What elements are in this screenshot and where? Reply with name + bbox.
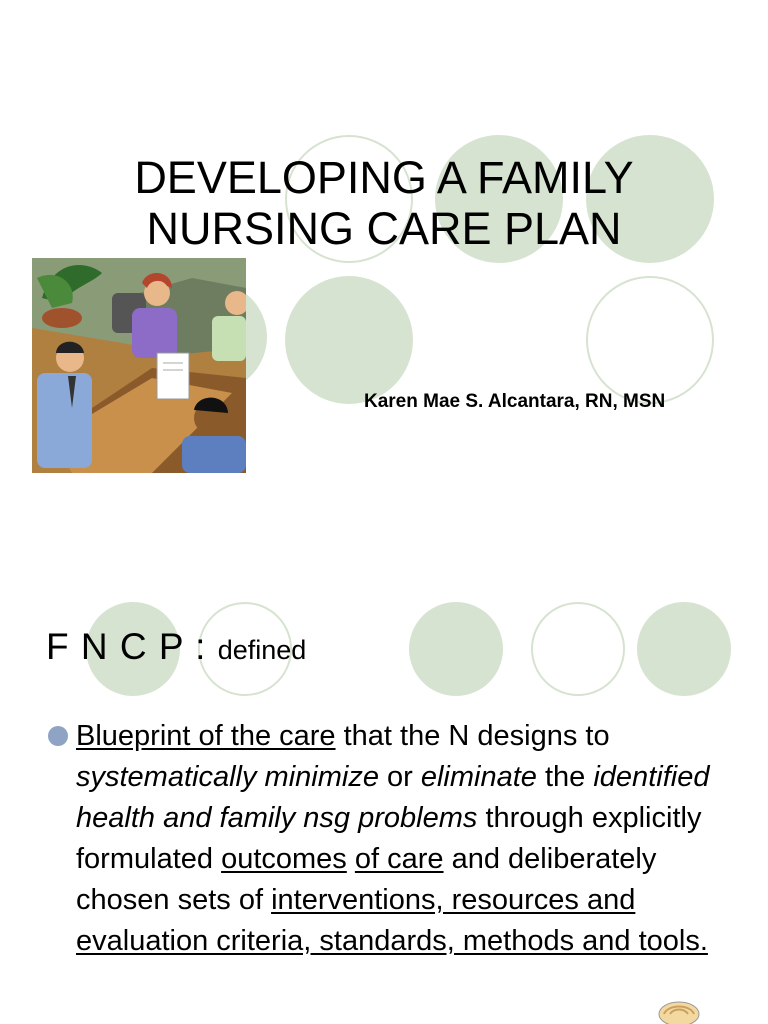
text-italic: identified health and family nsg problems xyxy=(76,761,710,834)
business-meeting-clipart xyxy=(32,258,246,473)
author-name: Karen Mae S. Alcantara, RN, MSN xyxy=(364,391,666,412)
title-line: DEVELOPING A FAMILY xyxy=(134,152,634,203)
text-plain: and deliberately chosen sets of xyxy=(76,843,657,916)
slide-title xyxy=(40,152,728,254)
decor-circle xyxy=(531,602,625,696)
decor-circle xyxy=(285,276,413,404)
decor-circle xyxy=(409,602,503,696)
shell-icon xyxy=(656,994,702,1024)
text-italic: eliminate xyxy=(420,761,537,793)
text-underlined: of care xyxy=(354,843,444,875)
definition-slide xyxy=(0,540,768,1024)
text-plain: through explicitly formulated xyxy=(76,802,702,875)
heading-small: defined xyxy=(217,635,307,665)
slide-heading xyxy=(46,626,306,668)
decor-circle xyxy=(586,276,714,404)
text-underlined: Blueprint of the care xyxy=(76,720,336,752)
bullet-icon xyxy=(48,726,68,746)
text-underlined: outcomes xyxy=(221,843,347,875)
text-plain xyxy=(347,843,355,875)
title-line: NURSING CARE PLAN xyxy=(146,203,622,254)
definition-text xyxy=(76,716,726,962)
text-italic: systematically minimize xyxy=(76,761,379,793)
text-plain: the xyxy=(536,761,594,793)
decor-circle xyxy=(637,602,731,696)
text-plain: that the N designs to xyxy=(335,720,610,752)
text-plain: or xyxy=(378,761,421,793)
heading-main: F N C P : xyxy=(46,626,207,667)
text-underlined: interventions, resources and evaluation criteria, standards, methods and tools. xyxy=(76,884,708,957)
